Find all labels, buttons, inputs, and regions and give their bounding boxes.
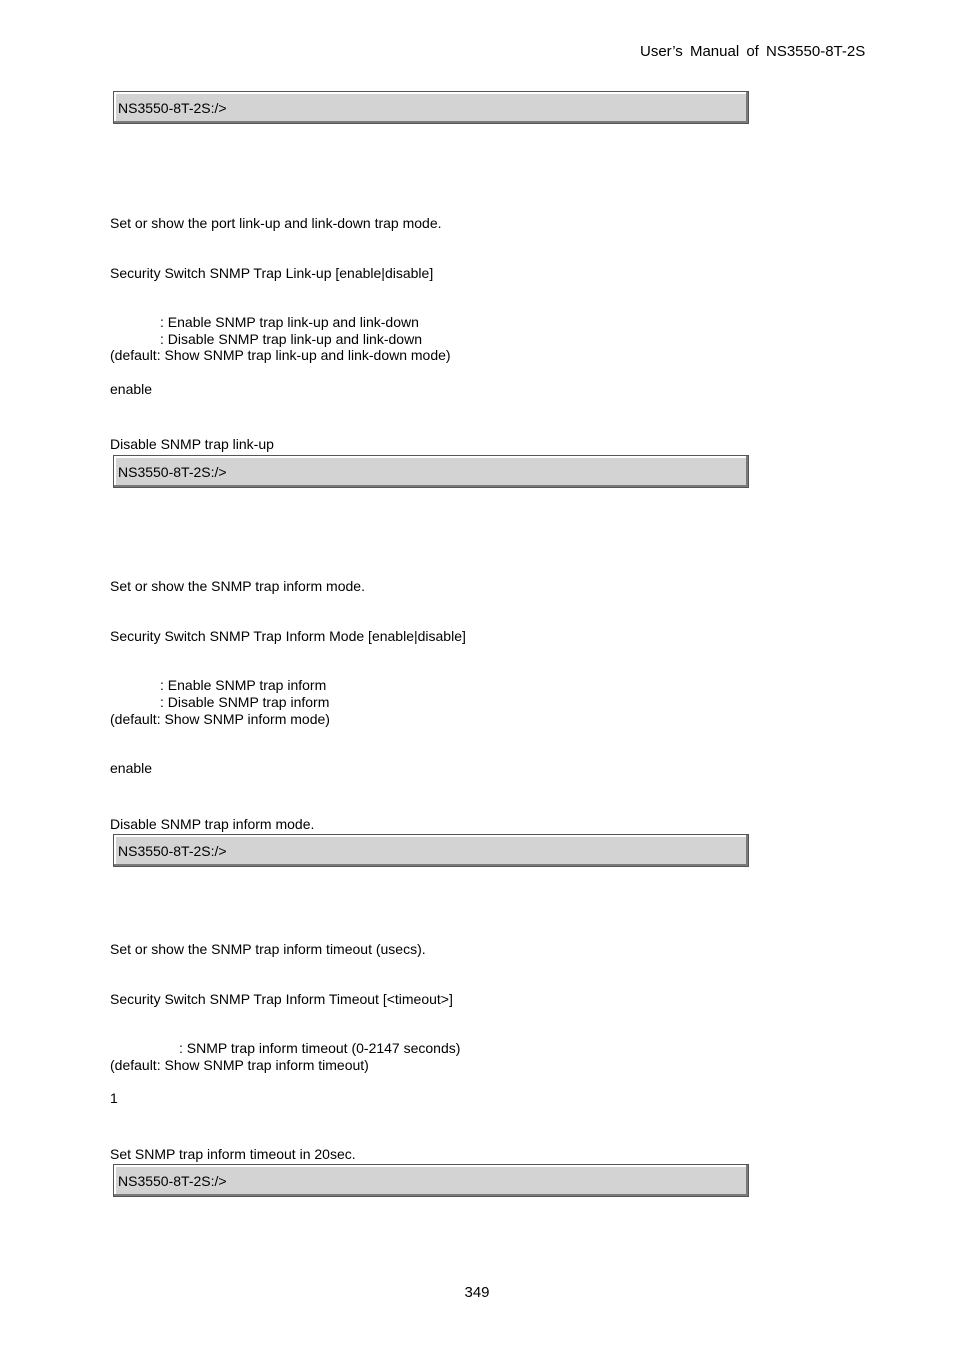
parameter-line: (default: Show SNMP trap inform timeout) xyxy=(110,1057,369,1073)
command-prompt-box xyxy=(113,91,749,124)
example-label: Set SNMP trap inform timeout in 20sec. xyxy=(110,1146,356,1162)
command-prompt-box xyxy=(113,834,749,867)
parameter-line: : Disable SNMP trap link-up and link-down xyxy=(160,331,422,347)
command-prompt-box xyxy=(113,455,749,488)
parameter-line: : SNMP trap inform timeout (0-2147 seconds) xyxy=(179,1040,461,1056)
parameter-line: : Enable SNMP trap inform xyxy=(160,677,327,693)
section-description: Set or show the SNMP trap inform timeout (usecs). xyxy=(110,941,426,957)
parameter-line: : Enable SNMP trap link-up and link-down xyxy=(160,314,419,330)
default-value: enable xyxy=(110,760,153,776)
command-syntax: Security Switch SNMP Trap Inform Mode [enable|disable] xyxy=(110,628,466,644)
parameter-line: (default: Show SNMP trap link-up and link-down mode) xyxy=(110,347,451,363)
command-prompt: NS3550-8T-2S:/> xyxy=(118,1173,227,1189)
section-description: Set or show the SNMP trap inform mode. xyxy=(110,578,365,594)
parameter-line: (default: Show SNMP inform mode) xyxy=(110,711,330,727)
default-value: enable xyxy=(110,381,153,397)
command-prompt: NS3550-8T-2S:/> xyxy=(118,843,227,859)
parameter-line: : Disable SNMP trap inform xyxy=(160,694,330,710)
example-label: Disable SNMP trap inform mode. xyxy=(110,816,315,832)
page-header: User’s Manual of NS3550-8T-2S xyxy=(640,43,866,60)
section-description: Set or show the port link-up and link-down trap mode. xyxy=(110,215,442,231)
command-prompt: NS3550-8T-2S:/> xyxy=(118,464,227,480)
default-value: 1 xyxy=(110,1090,118,1106)
example-label: Disable SNMP trap link-up xyxy=(110,436,274,452)
command-syntax: Security Switch SNMP Trap Inform Timeout [<timeout>] xyxy=(110,991,453,1007)
command-prompt-box xyxy=(113,1164,749,1197)
command-prompt: NS3550-8T-2S:/> xyxy=(118,100,227,116)
command-syntax: Security Switch SNMP Trap Link-up [enable|disable] xyxy=(110,265,434,281)
page-number: 349 xyxy=(464,1284,490,1301)
